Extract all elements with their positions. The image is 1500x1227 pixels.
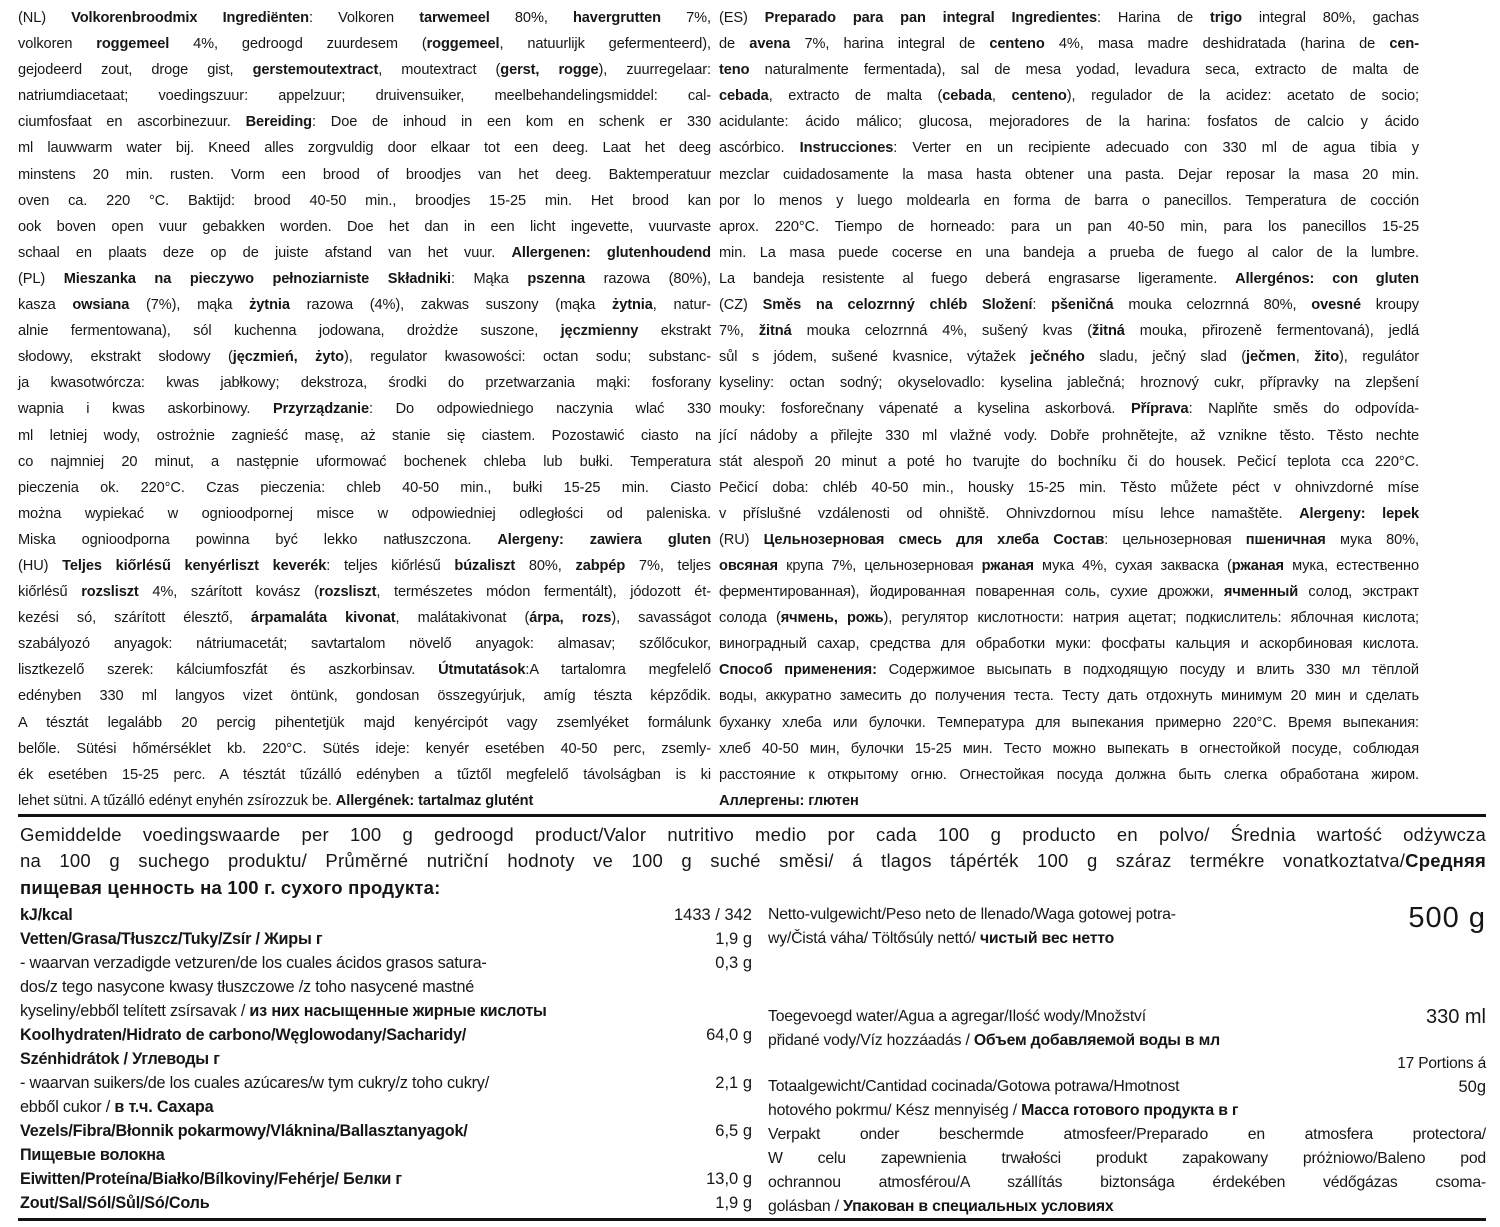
nutrition-label-line: kyseliny/ebből telített zsírsavak / из них насыщенные жирные кислоты <box>20 1002 547 1021</box>
text-line: солода (ячмень, рожь), регулятор кислотности: натрия ацетат; подкислитель: яблочная кислота; <box>719 610 1419 627</box>
text-line: La bandeja resistente al fuego deberá engrasarse ligeramente. Allergénos: con gluten <box>719 270 1419 287</box>
nutrition-label-line: Zout/Sal/Sól/Sůl/Só/Соль <box>20 1194 210 1213</box>
text-line: aprox. 220°C. Tiempo de horneado: para un pan 40-50 min, para los panecillos 15-25 <box>719 218 1419 235</box>
text-line: volkoren roggemeel 4%, gedroogd zuurdesem (roggemeel, natuurlijk gefermenteerd), <box>18 36 712 53</box>
nutrition-label <box>20 1191 640 1215</box>
nutrition-table-pack <box>768 903 1486 1219</box>
nutrition-label-line: Verpakt onder beschermde atmosfeer/Preparado en atmosfera protectora/ <box>768 1126 1486 1144</box>
nutrition-label-line: Vetten/Grasa/Tłuszcz/Tuky/Zsír / Жиры г <box>20 930 323 949</box>
nutrition-label-line: ochrannou atmosférou/A szállítás biztonsága érdekében védőgázas csoma- <box>768 1174 1486 1192</box>
text-line: буханку хлеба или булочки. Температура для выпекания примерно 220°C. Время выпекания: <box>719 714 1419 731</box>
text-line: v příslušné vzdálenosti od ohniště. Ohnivzdornou mísu lehce namaštěte. Alergeny: lepek <box>719 505 1419 522</box>
text-line: lisztkezelő szerek: kálciumfoszfát és aszkorbinsav. Útmutatások:A tartalomra megfelelő <box>18 662 711 679</box>
text-line: воды, аккуратно замесить до получения теста. Тесту дать отдохнуть минимум 20 мин и сделать <box>719 688 1419 705</box>
nutrition-row <box>20 951 752 1023</box>
text-line: ml letniej wody, ostrożnie zagnieść masę, aż stanie się ciastem. Pozostawić ciasto na <box>18 427 711 444</box>
nutrition-label-line: Netto-vulgewicht/Peso neto de llenado/Waga gotowej potra- <box>768 906 1176 924</box>
text-line: A tésztát legalább 20 percig pihentetjük majd kenyércipót vagy zsemlyéket formálunk <box>18 714 711 731</box>
text-line: mouky: fosforečnany vápenaté a kyselina askorbová. Příprava: Naplňte směs do odpovída- <box>719 401 1419 418</box>
pack-info-value: 50g <box>1458 1078 1486 1097</box>
nutrition-value: 1433 / 342 <box>674 906 752 925</box>
nutrition-heading <box>0 817 1500 901</box>
text-line: kasza owsiana (7%), mąka żytnia razowa (4%), zakwas suszony (mąka żytnia, natur- <box>18 297 711 314</box>
nutrition-label-line: dos/z tego nasycone kwasy tłuszczowe /z toho nasycené mastné <box>20 978 475 997</box>
text-line: teno naturalmente fermentada), sal de mesa yodad, levadura seca, extracto de malta de <box>719 62 1419 79</box>
pack-info-label <box>768 1123 1486 1219</box>
nutrition-value: 1,9 g <box>715 1194 752 1213</box>
nutrition-label-line: hotového pokrmu/ Kész mennyiség / Масса готового продукта в г <box>768 1102 1239 1120</box>
text-line: (HU) Teljes kiőrlésű kenyérliszt keverék: teljes kiőrlésű búzaliszt 80%, zabpép 7%, teljes <box>18 557 711 574</box>
text-line: co najmniej 20 minut, a następnie uformować bochenek chleba lub bułki. Temperatura <box>18 453 711 470</box>
nutrition-label-line: - waarvan verzadigde vetzuren/de los cuales ácidos grasos satura- <box>20 954 487 973</box>
text-line: por lo menos y luego moldearla en forma de barra o panecillos. Temperatura de cocción <box>719 192 1419 209</box>
nutrition-label <box>20 903 640 927</box>
pack-info-value: 330 ml <box>1425 1006 1486 1029</box>
text-line: sůl s jódem, sušené kvasnice, výtažek ječného sladu, ječný slad (ječmen, žito), regulátor <box>719 349 1419 366</box>
text-line: виноградный сахар, средства для обработки муки: фосфаты кальция и аскорбиновая кислота. <box>719 636 1419 653</box>
text-line: ферментированная), йодированная поваренная соль, сухие дрожжи, ячменный солод, экстракт <box>719 584 1419 601</box>
nutrition-value: 0,3 g <box>715 954 752 973</box>
nutrition-label <box>20 927 640 951</box>
pack-info-row <box>768 903 1486 951</box>
text-line: szabályozó anyagok: nátriumacetát; savtartalom növelő anyagok: almasav; szőlőcukor, <box>18 636 711 653</box>
text-line: ciumfosfaat en ascorbinezuur. Bereiding: Doe de inhoud in een kom en schenk er 330 <box>18 114 711 131</box>
text-line: natriumdiacetaat; voedingszuur: appelzuur; druivensuiker, meelbehandelingsmiddel: cal- <box>18 88 711 105</box>
nutrition-label-line: wy/Čistá váha/ Töltősúly nettó/ чистый вес нетто <box>768 930 1115 948</box>
text-line: kyseliny: octan sodný; okyselovadlo: kyselina jablečná; hroznový cukr, přípravky na zlepšení <box>719 375 1419 392</box>
text-line: min. La masa puede cocerse en una bandeja a prueba de fuego al calor de la lumbre. <box>719 244 1419 261</box>
nutrition-value: 13,0 g <box>706 1170 752 1189</box>
nutrition-label-line: Vezels/Fibra/Błonnik pokarmowy/Vláknina/Ballasztanyagok/ <box>20 1122 468 1141</box>
nutrition-label-line: Szénhidrátok / Углеводы г <box>20 1050 220 1069</box>
nutrition-row <box>20 1167 752 1191</box>
nutrition-row <box>20 1023 752 1071</box>
text-line: Gemiddelde voedingswaarde per 100 g gedroogd product/Valor nutritivo medio por cada 100 g producto en polvo/ Średnia wartość odżywcza <box>20 823 1486 845</box>
nutrition-value: 1,9 g <box>715 930 752 949</box>
ingredient-column-left <box>18 5 711 814</box>
text-line: de avena 7%, harina integral de centeno 4%, masa madre deshidratada (harina de cen- <box>719 36 1419 53</box>
text-line: minstens 20 min. rusten. Vorm een brood of broodjes van het deeg. Baktemperatuur <box>18 166 711 183</box>
text-line: stát alespoň 20 minut a poté ho tvarujte do bochníku či do housek. Pečicí teplota cca 220°C. <box>719 453 1419 470</box>
text-line: расстояние к открытому огню. Огнестойкая посуда должна быть слегка обработана жиром. <box>719 766 1419 783</box>
nutrition-value: 6,5 g <box>715 1122 752 1141</box>
pack-info-row <box>768 1075 1486 1123</box>
text-line: acidulante: ácido málico; glucosa, mejoradores de la harina: fosfatos de calcio y ácido <box>719 114 1419 131</box>
portions-note: 17 Portions á <box>1397 1055 1486 1073</box>
text-line: wapnia i kwas askorbinowy. Przyrządzanie: Do odpowiedniego naczynia wlać 330 <box>18 401 712 418</box>
text-line: ja kwasotwórcza: kwas jabłkowy; dekstroza, środki do przetwarzania mąki: fosforany <box>18 375 711 392</box>
nutrition-label-line: Eiwitten/Proteína/Białko/Bílkoviny/Fehérje/ Белки г <box>20 1170 402 1189</box>
nutrition-label-line: Toegevoegd water/Agua a agregar/Ilość wody/Množství <box>768 1008 1146 1026</box>
nutrition-label-line: Пищевые волокна <box>20 1146 165 1165</box>
text-line: Miska ognioodporna powinna być lekko natłuszczona. Alergeny: zawiera gluten <box>18 531 712 548</box>
text-line: pieczenia ok. 220°C. Czas pieczenia: chleb 40-50 min., bułki 15-25 min. Ciasto <box>18 479 711 496</box>
nutrition-label-line: W celu zapewnienia trwałości produkt zapakowany próżniowo/Baleno pod <box>768 1150 1486 1168</box>
text-line: ascórbico. Instrucciones: Verter en un recipiente adecuado con 330 ml de agua tibia y <box>719 140 1420 157</box>
text-line: (NL) Volkorenbroodmix Ingrediënten: Volkoren tarwemeel 80%, havergrutten 7%, <box>18 10 712 26</box>
text-line: cebada, extracto de malta (cebada, centeno), regulador de la acidez: acetato de socio; <box>719 88 1419 105</box>
text-line: (PL) Mieszanka na pieczywo pełnoziarniste Składniki: Mąka pszenna razowa (80%), <box>18 270 712 287</box>
nutrition-label <box>20 1023 640 1071</box>
text-line: (ES) Preparado para pan integral Ingredientes: Harina de trigo integral 80%, gachas <box>719 10 1419 26</box>
text-line: ék esetében 15-25 perc. A tésztát tűzálló edényben a tűztől megfelelő távolságban is ki <box>18 766 711 783</box>
nutrition-label-line: ebből cukor / в т.ч. Сахара <box>20 1098 214 1117</box>
text-line: alnie fermentowana), sól kuchenna jodowana, drożdże suszone, jęczmienny ekstrakt <box>18 323 711 340</box>
text-line: Pečicí doba: chléb 40-50 min., housky 15-25 min. Těsto můžete péct v ohnivzdorné míse <box>719 479 1419 496</box>
text-line: ook boven open vuur gebakken worden. Doe het dan in een licht ingevette, vuurvaste <box>18 218 711 235</box>
text-line: schaal en plaats deze op de juiste afstand van het vuur. Allergenen: glutenhoudend <box>18 244 711 261</box>
pack-info-label <box>768 903 1356 951</box>
text-line: jící nádoby a přilejte 330 ml vlažné vody. Dobře prohnětejte, až vznikne těsto. Těsto nechte <box>719 427 1419 444</box>
text-line: można wypiekać w ognioodpornej misce w odpowiedniej odległości od paleniska. <box>18 505 711 522</box>
nutrition-value: 2,1 g <box>715 1074 752 1093</box>
pack-info-row <box>768 1005 1486 1053</box>
text-line: na 100 g suchego produktu/ Průměrné nutriční hodnoty ve 100 g suché směsi/ á tlagos tápérték 100 g száraz termékre vonatkoztatva/Средняя <box>20 850 1486 872</box>
text-line: ml lauwwarm water bij. Kneed alles zorgvuldig door elkaar tot een deeg. Laat het deeg <box>18 140 711 157</box>
text-line: oven ca. 220 °C. Baktijd: brood 40-50 min., broodjes 15-25 min. Het brood kan <box>18 192 711 209</box>
nutrition-row <box>20 927 752 951</box>
text-line: овсяная крупа 7%, цельнозерновая ржаная мука 4%, сухая закваска (ржаная мука, естественно <box>719 557 1419 574</box>
pack-info-label <box>768 1075 1356 1123</box>
text-line: пищевая ценность на 100 г. сухого продукта: <box>20 876 441 898</box>
divider-rule-bottom <box>18 1218 1486 1221</box>
nutrition-row <box>20 1071 752 1119</box>
pack-info-label <box>768 1005 1356 1053</box>
text-line: Аллергены: глютен <box>719 792 859 809</box>
spacer <box>768 951 1486 1005</box>
text-line: edényben 330 ml langyos vizet öntünk, gondosan összegyúrjuk, amíg tészta képződik. <box>18 688 711 705</box>
nutrition-label-line: přidané vody/Víz hozzáadás / Объем добавляемой воды в мл <box>768 1032 1220 1050</box>
ingredient-column-right <box>719 5 1419 814</box>
nutrition-label <box>20 1119 640 1167</box>
text-line: mezclar cuidadosamente la masa hasta obtener una pasta. Dejar reposar la masa 20 min. <box>719 166 1419 183</box>
text-line: Способ применения: Содержимое высыпать в подходящую посуду и влить 330 мл тёплой <box>719 662 1419 679</box>
text-line: gejodeerd zout, droge gist, gerstemoutextract, moutextract (gerst, rogge), zuurregelaar: <box>18 62 711 79</box>
nutrition-value: 64,0 g <box>706 1026 752 1045</box>
text-line: kezési só, szárított élesztő, árpamaláta kivonat, malátakivonat (árpa, rozs), savasságot <box>18 610 711 627</box>
nutrition-row <box>20 903 752 927</box>
text-line: słodowy, ekstrakt słodowy (jęczmień, żyto), regulator kwasowości: octan sodu; substanc- <box>18 349 711 366</box>
text-line: 7%, žitná mouka celozrnná 4%, sušený kvas (žitná mouka, přirozeně fermentovaná), jedlá <box>719 323 1419 340</box>
nutrition-label-line: Koolhydraten/Hidrato de carbono/Węglowodany/Sacharidy/ <box>20 1026 467 1045</box>
nutrition-label-line: kJ/kcal <box>20 906 73 925</box>
nutrition-panel <box>0 901 1500 1219</box>
nutrition-row <box>20 1191 752 1215</box>
nutrition-label-line: golásban / Упакован в специальных условиях <box>768 1198 1114 1216</box>
nutrition-label <box>20 1167 640 1191</box>
nutrition-label <box>20 1071 640 1119</box>
nutrition-row <box>20 1119 752 1167</box>
nutrition-label-line: - waarvan suikers/de los cuales azúcares/w tym cukry/z toho cukry/ <box>20 1074 490 1093</box>
pack-info-row <box>768 1123 1486 1219</box>
nutrition-table-per100 <box>20 903 752 1219</box>
text-line: lehet sütni. A tűzálló edényt enyhén zsírozzuk be. Allergének: tartalmaz glutént <box>18 792 534 809</box>
pack-info-value: 500 g <box>1408 902 1486 935</box>
text-line: хлеб 40-50 мин, булочки 15-25 мин. Тесто можно выпекать в огнестойкой посуде, соблюдая <box>719 740 1419 757</box>
text-line: kiőrlésű rozsliszt 4%, szárított kovász (rozsliszt, természetes módon fermentált), jódozott ét- <box>18 584 711 601</box>
text-line: belőle. Sütési hőmérséklet kb. 220°C. Sütés ideje: kenyér esetében 40-50 perc, zsemly- <box>18 740 711 757</box>
nutrition-label <box>20 951 640 1023</box>
text-line: (RU) Цельнозерновая смесь для хлеба Состав: цельнозерновая пшеничная мука 80%, <box>719 531 1419 548</box>
text-line: (CZ) Směs na celozrnný chléb Složení: pšeničná mouka celozrnná 80%, ovesné kroupy <box>719 297 1419 314</box>
nutrition-label-line: Totaalgewicht/Cantidad cocinada/Gotowa potrawa/Hmotnost <box>768 1078 1180 1096</box>
